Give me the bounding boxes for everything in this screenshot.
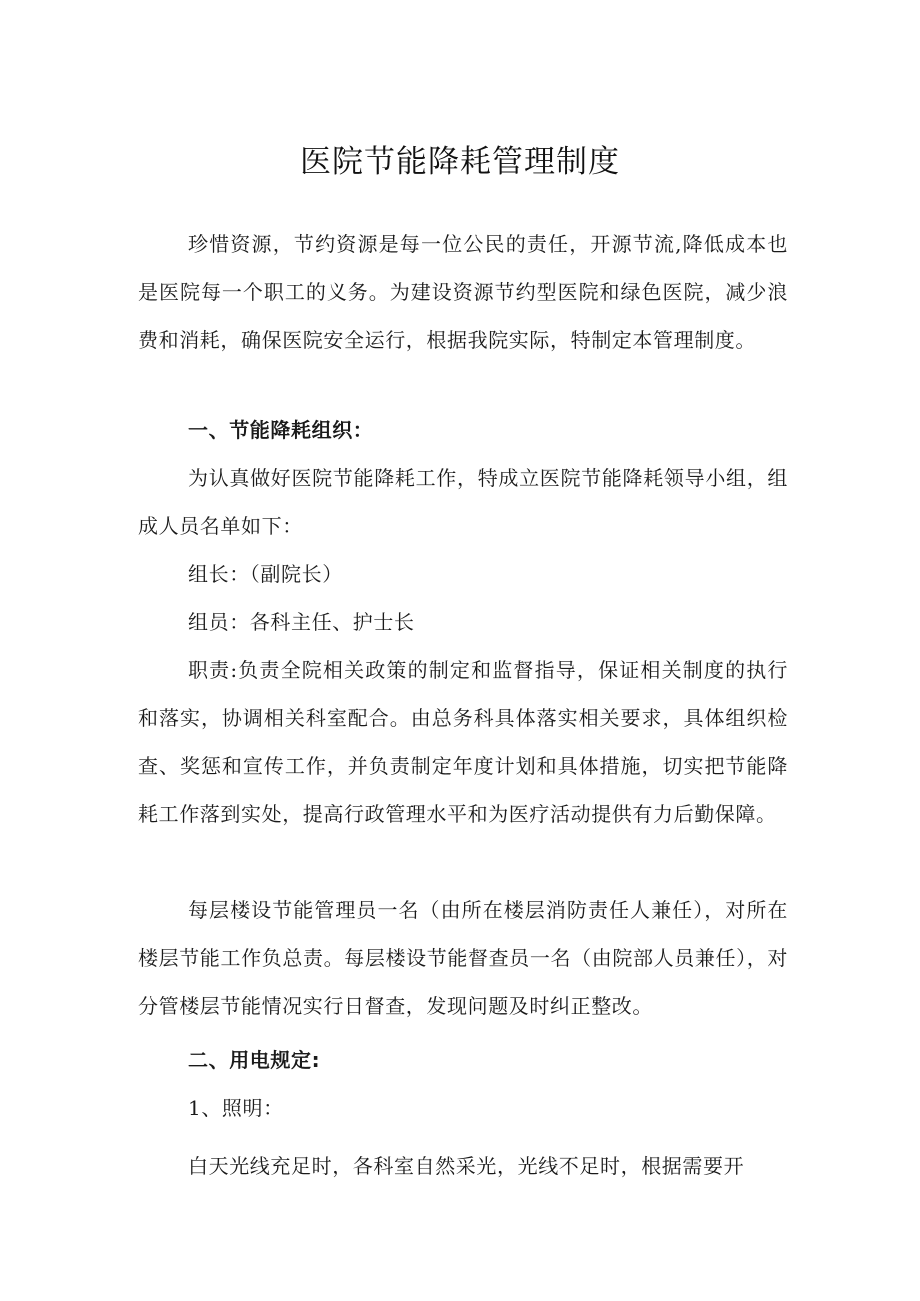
section1-heading: 一、节能降耗组织： [188, 418, 374, 442]
intro-paragraph: 珍惜资源，节约资源是每一位公民的责任，开源节流,降低成本也是医院每一个职工的义务。为建设资源节约型医院和绿色医院，减少浪费和消耗，确保医院安全运行，根据我院实际，特制定本管理制度。 [138, 232, 788, 352]
group-leader-line: 组长：（副院长） [188, 562, 343, 586]
lighting-paragraph: 白天光线充足时，各科室自然采光，光线不足时，根据需要开 [188, 1154, 745, 1178]
duties-paragraph: 职责:负责全院相关政策的制定和监督指导，保证相关制度的执行和落实，协调相关科室配合。由总务科具体落实相关要求，具体组织检查、奖惩和宣传工作，并负责制定年度计划和具体措施，切实把节能降耗工作落到实处，提高行政管理水平和为医疗活动提供有力后勤保障。 [138, 658, 788, 826]
section1-paragraph: 为认真做好医院节能降耗工作，特成立医院节能降耗领导小组，组成人员名单如下： [138, 466, 788, 538]
document-title: 医院节能降耗管理制度 [300, 144, 620, 180]
group-members-line: 组员：各科主任、护士长 [188, 610, 415, 634]
lighting-item: 1、照明： [188, 1096, 284, 1120]
section2-heading: 二、用电规定: [188, 1048, 321, 1072]
floor-manager-paragraph: 每层楼设节能管理员一名（由所在楼层消防责任人兼任），对所在楼层节能工作负总责。每层楼设节能督查员一名（由院部人员兼任），对分管楼层节能情况实行日督查，发现问题及时纠正整改。 [138, 898, 788, 1018]
